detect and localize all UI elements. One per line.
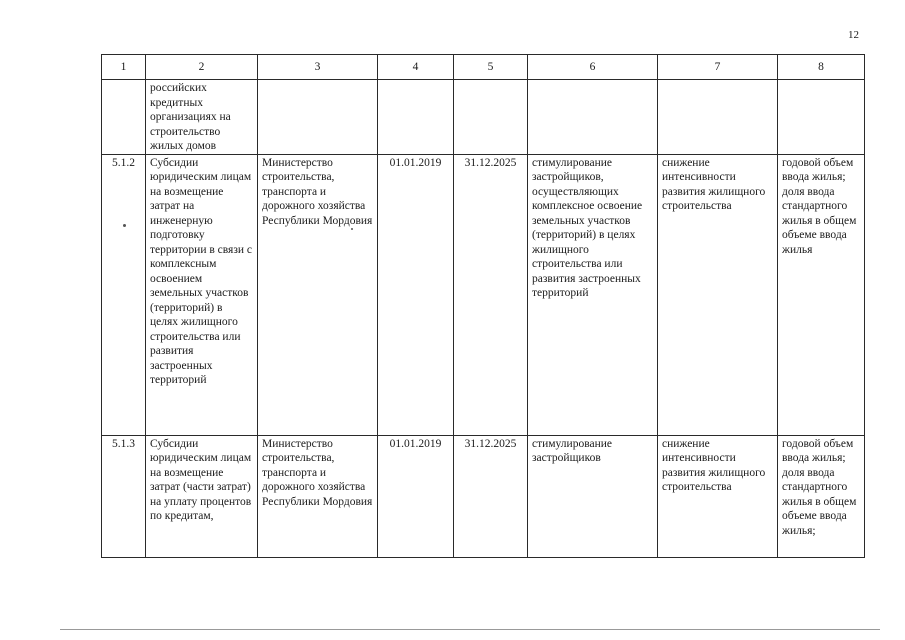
program-measures-table — [101, 54, 865, 558]
table-row — [102, 435, 865, 557]
cell-end-date: 31.12.2025 — [454, 154, 528, 435]
scan-speck — [123, 224, 126, 227]
column-header: 5 — [454, 55, 528, 80]
cell-number — [102, 80, 146, 155]
cell-number: 5.1.3 — [102, 435, 146, 557]
cell-end-date — [454, 80, 528, 155]
cell-end-date: 31.12.2025 — [454, 435, 528, 557]
cell-indicators: годовой объем ввода жилья; доля ввода стандартного жилья в общем объеме ввода жилья; — [778, 435, 865, 557]
column-header: 1 — [102, 55, 146, 80]
scan-speck — [351, 228, 353, 230]
column-header: 8 — [778, 55, 865, 80]
column-number-row — [102, 55, 865, 80]
cell-number: 5.1.2 — [102, 154, 146, 435]
cell-measure: Субсидии юридическим лицам на возмещение затрат (части затрат) на уплату процентов по кредитам, — [146, 435, 258, 557]
column-header: 4 — [378, 55, 454, 80]
scan-edge-line — [60, 629, 880, 630]
cell-executor — [258, 80, 378, 155]
cell-start-date — [378, 80, 454, 155]
page-number: 12 — [848, 29, 859, 41]
cell-expected-result: стимулирование застройщиков, осуществляющих комплексное освоение земельных участков (территорий) в целях жилищного строительства или развития застроенных территорий — [528, 154, 658, 435]
cell-indicators — [778, 80, 865, 155]
table-row — [102, 154, 865, 435]
cell-consequences: снижение интенсивности развития жилищного строительства — [658, 435, 778, 557]
cell-executor: Министерство строительства, транспорта и дорожного хозяйства Республики Мордовия — [258, 154, 378, 435]
cell-executor: Министерство строительства, транспорта и дорожного хозяйства Республики Мордовия — [258, 435, 378, 557]
column-header: 6 — [528, 55, 658, 80]
cell-indicators: годовой объем ввода жилья; доля ввода стандартного жилья в общем объеме ввода жилья — [778, 154, 865, 435]
cell-measure: российских кредитных организациях на строительство жилых домов — [146, 80, 258, 155]
cell-consequences: снижение интенсивности развития жилищного строительства — [658, 154, 778, 435]
cell-start-date: 01.01.2019 — [378, 154, 454, 435]
cell-expected-result — [528, 80, 658, 155]
cell-consequences — [658, 80, 778, 155]
cell-start-date: 01.01.2019 — [378, 435, 454, 557]
column-header: 2 — [146, 55, 258, 80]
cell-expected-result: стимулирование застройщиков — [528, 435, 658, 557]
cell-measure: Субсидии юридическим лицам на возмещение затрат на инженерную подготовку территории в связи с комплексным освоением земельных участков (территорий) в целях жилищного строительства или развития застроенных территорий — [146, 154, 258, 435]
table-row — [102, 80, 865, 155]
column-header: 3 — [258, 55, 378, 80]
column-header: 7 — [658, 55, 778, 80]
